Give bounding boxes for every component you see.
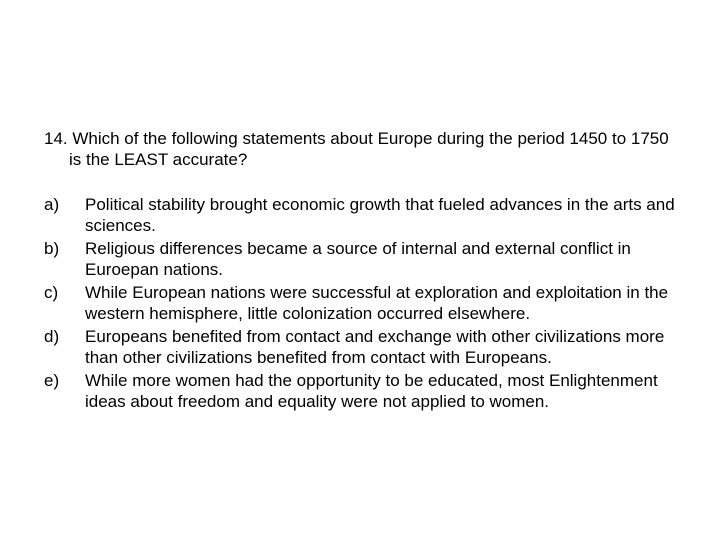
- option-text: While more women had the opportunity to be educated, most Enlightenment ideas about freedom and equality were not applied to women.: [85, 371, 658, 411]
- option-letter: d): [44, 327, 60, 346]
- option-d: [44, 326, 684, 368]
- option-letter: c): [44, 283, 59, 302]
- option-text: Political stability brought economic growth that fueled advances in the arts and sciences.: [85, 195, 675, 235]
- option-text: While European nations were successful at exploration and exploitation in the western hemisphere, little colonization occurred elsewhere.: [85, 283, 669, 323]
- answer-options: [44, 194, 684, 414]
- option-e: [44, 370, 684, 412]
- option-c: [44, 282, 684, 324]
- option-text: Religious differences became a source of internal and external conflict in Euroepan nations.: [85, 239, 631, 279]
- question-text: 14. Which of the following statements about Europe during the period 1450 to 1750 is the LEAST accurate?: [44, 129, 669, 169]
- option-letter: b): [44, 239, 60, 258]
- option-a: [44, 194, 684, 236]
- option-letter: e): [44, 371, 60, 390]
- option-b: [44, 238, 684, 280]
- option-letter: a): [44, 195, 60, 214]
- option-text: Europeans benefited from contact and exchange with other civilizations more than other civilizations benefited from contact with Europeans.: [85, 327, 665, 367]
